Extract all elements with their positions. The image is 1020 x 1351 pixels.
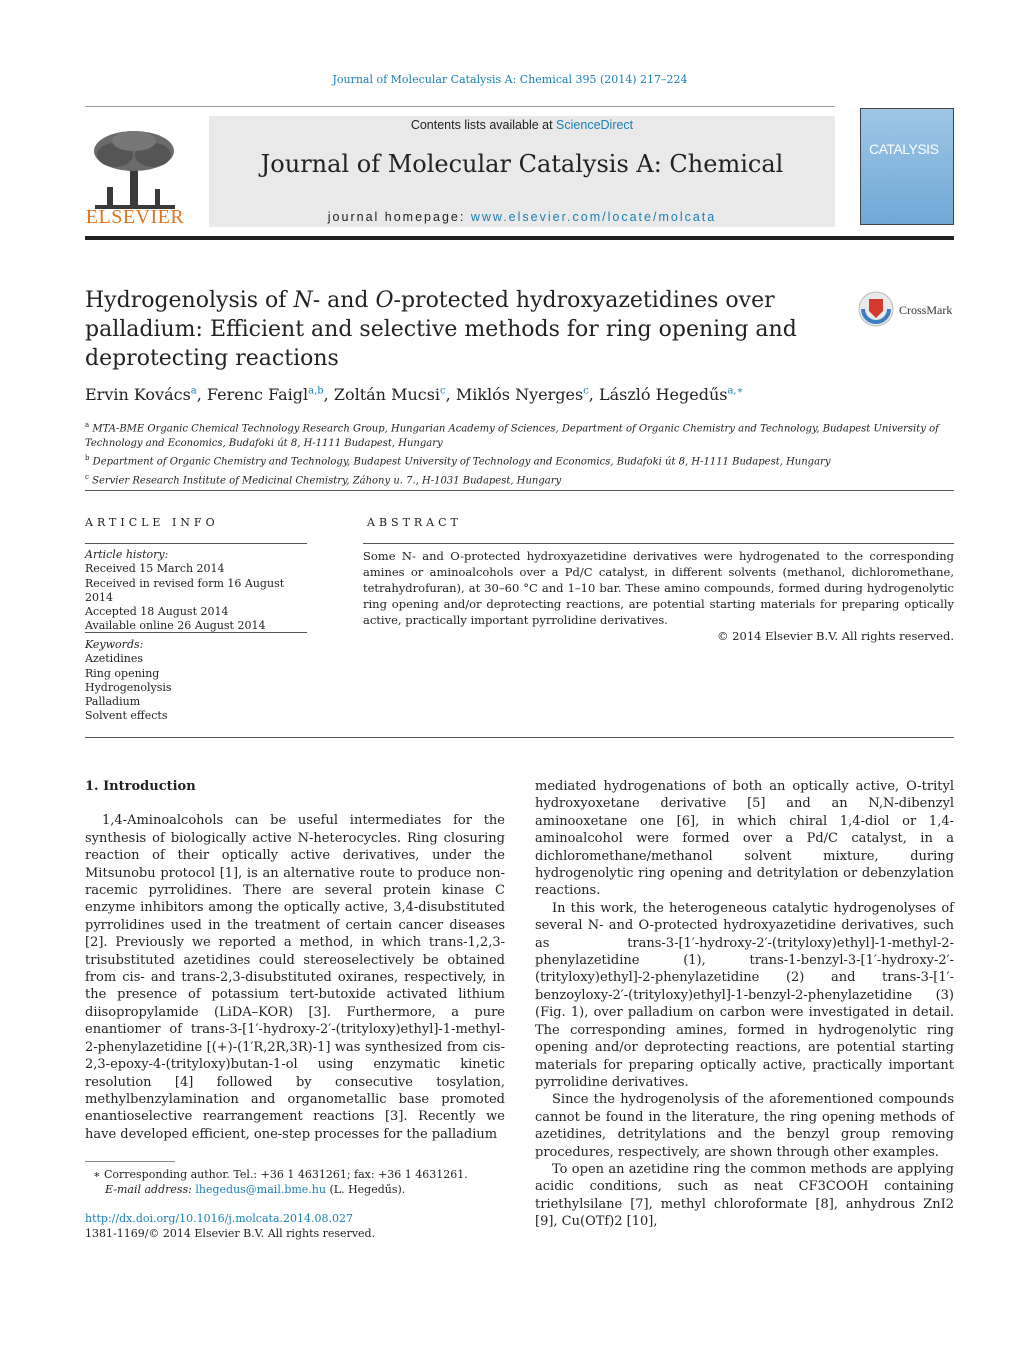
corresponding-author: ∗ Corresponding author. Tel.: +36 1 4631261; fax: +36 1 4631261. [93, 1168, 468, 1181]
paragraph: mediated hydrogenations of both an optically active, O-trityl hydroxyoxetane derivative [5] and an N,N-dibenzyl aminooxetane one [6], in which chiral 1,4-diol or 1,4-aminoalcohol were formed over a Pd/C catalyst, in a dichloromethane/methanol solvent mixture, during hydrogenolytic ring opening and detritylation or debenzylation reactions. [535, 779, 954, 899]
header-rule [85, 106, 835, 107]
keyword: Azetidines [85, 652, 143, 666]
author[interactable]: Miklós Nyerges$^c$ [455, 385, 589, 404]
crossmark-icon [857, 290, 895, 328]
email-line: E-mail address: lhegedus@mail.bme.hu (L. Hegedűs). [105, 1183, 406, 1196]
homepage-link[interactable]: www.elsevier.com/locate/molcata [470, 210, 717, 224]
paragraph: To open an azetidine ring the common methods are applying acidic conditions, such as neat CF3COOH containing triethylsilane [7], methyl chloroformate [8], anhydrous ZnI2 [9], Cu(OTf)2 [10], [535, 1161, 954, 1230]
doi-block [85, 1211, 505, 1241]
article-title: Hydrogenolysis of N- and O-protected hydroxyazetidines over palladium: Efficient and selective methods for ring opening and deprotecting reactions [85, 288, 797, 371]
history-item: Received in revised form 16 August 2014 [85, 576, 285, 604]
author-list: Ervin Kovács$^a$, Ferenc Faigl$^{a,b}$, Zoltán Mucsi$^c$, Miklós Nyerges$^c$, László Hegedűs$^{a,∗}$ [85, 385, 744, 404]
paragraph: 1,4-Aminoalcohols can be useful intermediates for the synthesis of biologically active N-heterocycles. Ring closuring reaction of their optically active derivatives, under the Mitsunobu protocol [1], is an alternative route to produce non-racemic pyrrolidines. There are several protein kinase C enzyme inhibitors among the optically active, 3,4-disubstituted pyrrolidines used in the treatment of certain cancer diseases [2]. Previously we reported a method, in which trans-1,2,3-trisubstituted azetidines could stereoselectively be obtained from cis- and trans-2,3-disubstituted oxiranes, respectively, in the presence of potassium tert-butoxide activated lithium diisopropylamide (LiDA–KOR) [3]. Furthermore, a pure enantiomer of trans-3-[1′-hydroxy-2′-(trityloxy)ethyl]-1-methyl-2-phenylazetidine [(+)-(1′R,2R,3R)-1] was synthesized from cis-2,3-epoxy-4-(trityloxy)butan-1-ol using enzymatic kinetic resolution [4] followed by consecutive tosylation, methylbenzylamination and organometallic base promoted enantioselective rearrangement reactions [3]. Recently we have developed efficient, one-step processes for the palladium [85, 813, 505, 1142]
keyword: Hydrogenolysis [85, 680, 172, 694]
issn-line: 1381-1169/© 2014 Elsevier B.V. All rights reserved. [85, 1227, 376, 1240]
publisher-name: ELSEVIER [85, 206, 185, 228]
history-label: Article history: [85, 548, 169, 561]
abstract-heading: ABSTRACT [367, 516, 462, 529]
crossmark-label: CrossMark [899, 303, 953, 317]
keyword: Ring opening [85, 666, 160, 680]
keywords [85, 638, 307, 724]
history-item: Accepted 18 August 2014 [85, 605, 229, 619]
body-right-column [535, 778, 954, 1231]
homepage-prefix: journal homepage: [327, 210, 471, 224]
affiliation: $^c$ Servier Research Institute of Medicinal Chemistry, Záhony u. 7., H-1031 Budapest, Hungary [85, 472, 562, 487]
keyword: Palladium [85, 695, 141, 709]
email-link[interactable]: lhegedus@mail.bme.hu [195, 1183, 326, 1196]
article-history [85, 548, 307, 634]
abstract-bottom-rule [85, 737, 954, 738]
footnote-rule [85, 1161, 175, 1162]
abstract-copyright: © 2014 Elsevier B.V. All rights reserved. [717, 629, 954, 643]
history-item: Received 15 March 2014 [85, 562, 225, 576]
abstract-text: Some N- and O-protected hydroxyazetidine derivatives were hydrogenated to the corresponding amines or aminoalcohols over a Pd/C catalyst, in different solvents (methanol, dichloromethane, tetrahydrofuran), at 30–60 °C and 1–10 bar. These amino compounds, formed during hydrogenolytic ring opening and/or deprotecting reactions, are potential starting materials for preparing optically active, practically important pyrrolidine derivatives. [363, 549, 954, 627]
journal-reference[interactable]: Journal of Molecular Catalysis A: Chemical 395 (2014) 217–224 [332, 73, 688, 86]
article-info-rule [85, 543, 307, 544]
section-heading: 1. Introduction [85, 779, 196, 794]
homepage-line [209, 210, 835, 224]
doi-link[interactable]: http://dx.doi.org/10.1016/j.molcata.2014.08.027 [85, 1212, 353, 1225]
cover-title: CATALYSIS [869, 141, 939, 157]
crossmark-badge[interactable] [857, 290, 957, 330]
affiliations-rule [85, 490, 954, 491]
author[interactable]: Zoltán Mucsi$^c$ [333, 385, 446, 404]
keywords-label: Keywords: [85, 638, 144, 651]
paragraph: In this work, the heterogeneous catalytic hydrogenolyses of several N- and O-protected hydroxyazetidine derivatives, such as trans-3-[1′-hydroxy-2′-(trityloxy)ethyl]-1-methyl-2-phenylazetidine (1), trans-1-benzyl-3-[1′-hydroxy-2′-(trityloxy)ethyl]-2-phenylazetidine (2) and trans-3-[1′-benzoyloxy-2′-(trityloxy)ethyl]-1-benzyl-2-phenylazetidine (3) (Fig. 1), over palladium on carbon were investigated in detail. The corresponding amines, formed in hydrogenolytic ring opening and/or deprotecting reactions, are potential starting materials for preparing optically active, practically important pyrrolidine derivatives. [535, 900, 954, 1090]
journal-title: Journal of Molecular Catalysis A: Chemical [260, 150, 784, 178]
author[interactable]: László Hegedűs$^{a,∗}$ [598, 385, 744, 404]
affiliation: $^a$ MTA-BME Organic Chemical Technology Research Group, Hungarian Academy of Sciences, Department of Organic Chemistry and Technology, Budapest University of Technology and Economics, Budafoki út 8, H-1111 Budapest, Hungary [85, 421, 939, 449]
author[interactable]: Ervin Kovács$^a$ [85, 385, 197, 404]
abstract-rule [363, 543, 954, 544]
keyword: Solvent effects [85, 709, 168, 723]
affiliation: $^b$ Department of Organic Chemistry and Technology, Budapest University of Technology and Economics, Budafoki út 8, H-1111 Budapest, Hungary [85, 454, 831, 468]
contents-line [209, 118, 835, 132]
history-item: Available online 26 August 2014 [85, 619, 266, 633]
keywords-rule [85, 632, 307, 633]
header-thick-rule [85, 236, 954, 240]
contents-prefix: Contents lists available at [410, 118, 557, 132]
author[interactable]: Ferenc Faigl$^{a,b}$ [206, 385, 324, 404]
journal-cover [860, 108, 954, 225]
article-info-heading: ARTICLE INFO [85, 516, 219, 529]
body-left-column [85, 778, 505, 1143]
footnote [85, 1167, 505, 1197]
paragraph: Since the hydrogenolysis of the aforementioned compounds cannot be found in the literature, the ring opening methods of azetidines, detritylations and the benzyl group removing procedures, respectively, are shown through other examples. [535, 1092, 954, 1160]
sciencedirect-link[interactable]: ScienceDirect [556, 118, 634, 132]
affiliations [85, 418, 945, 489]
